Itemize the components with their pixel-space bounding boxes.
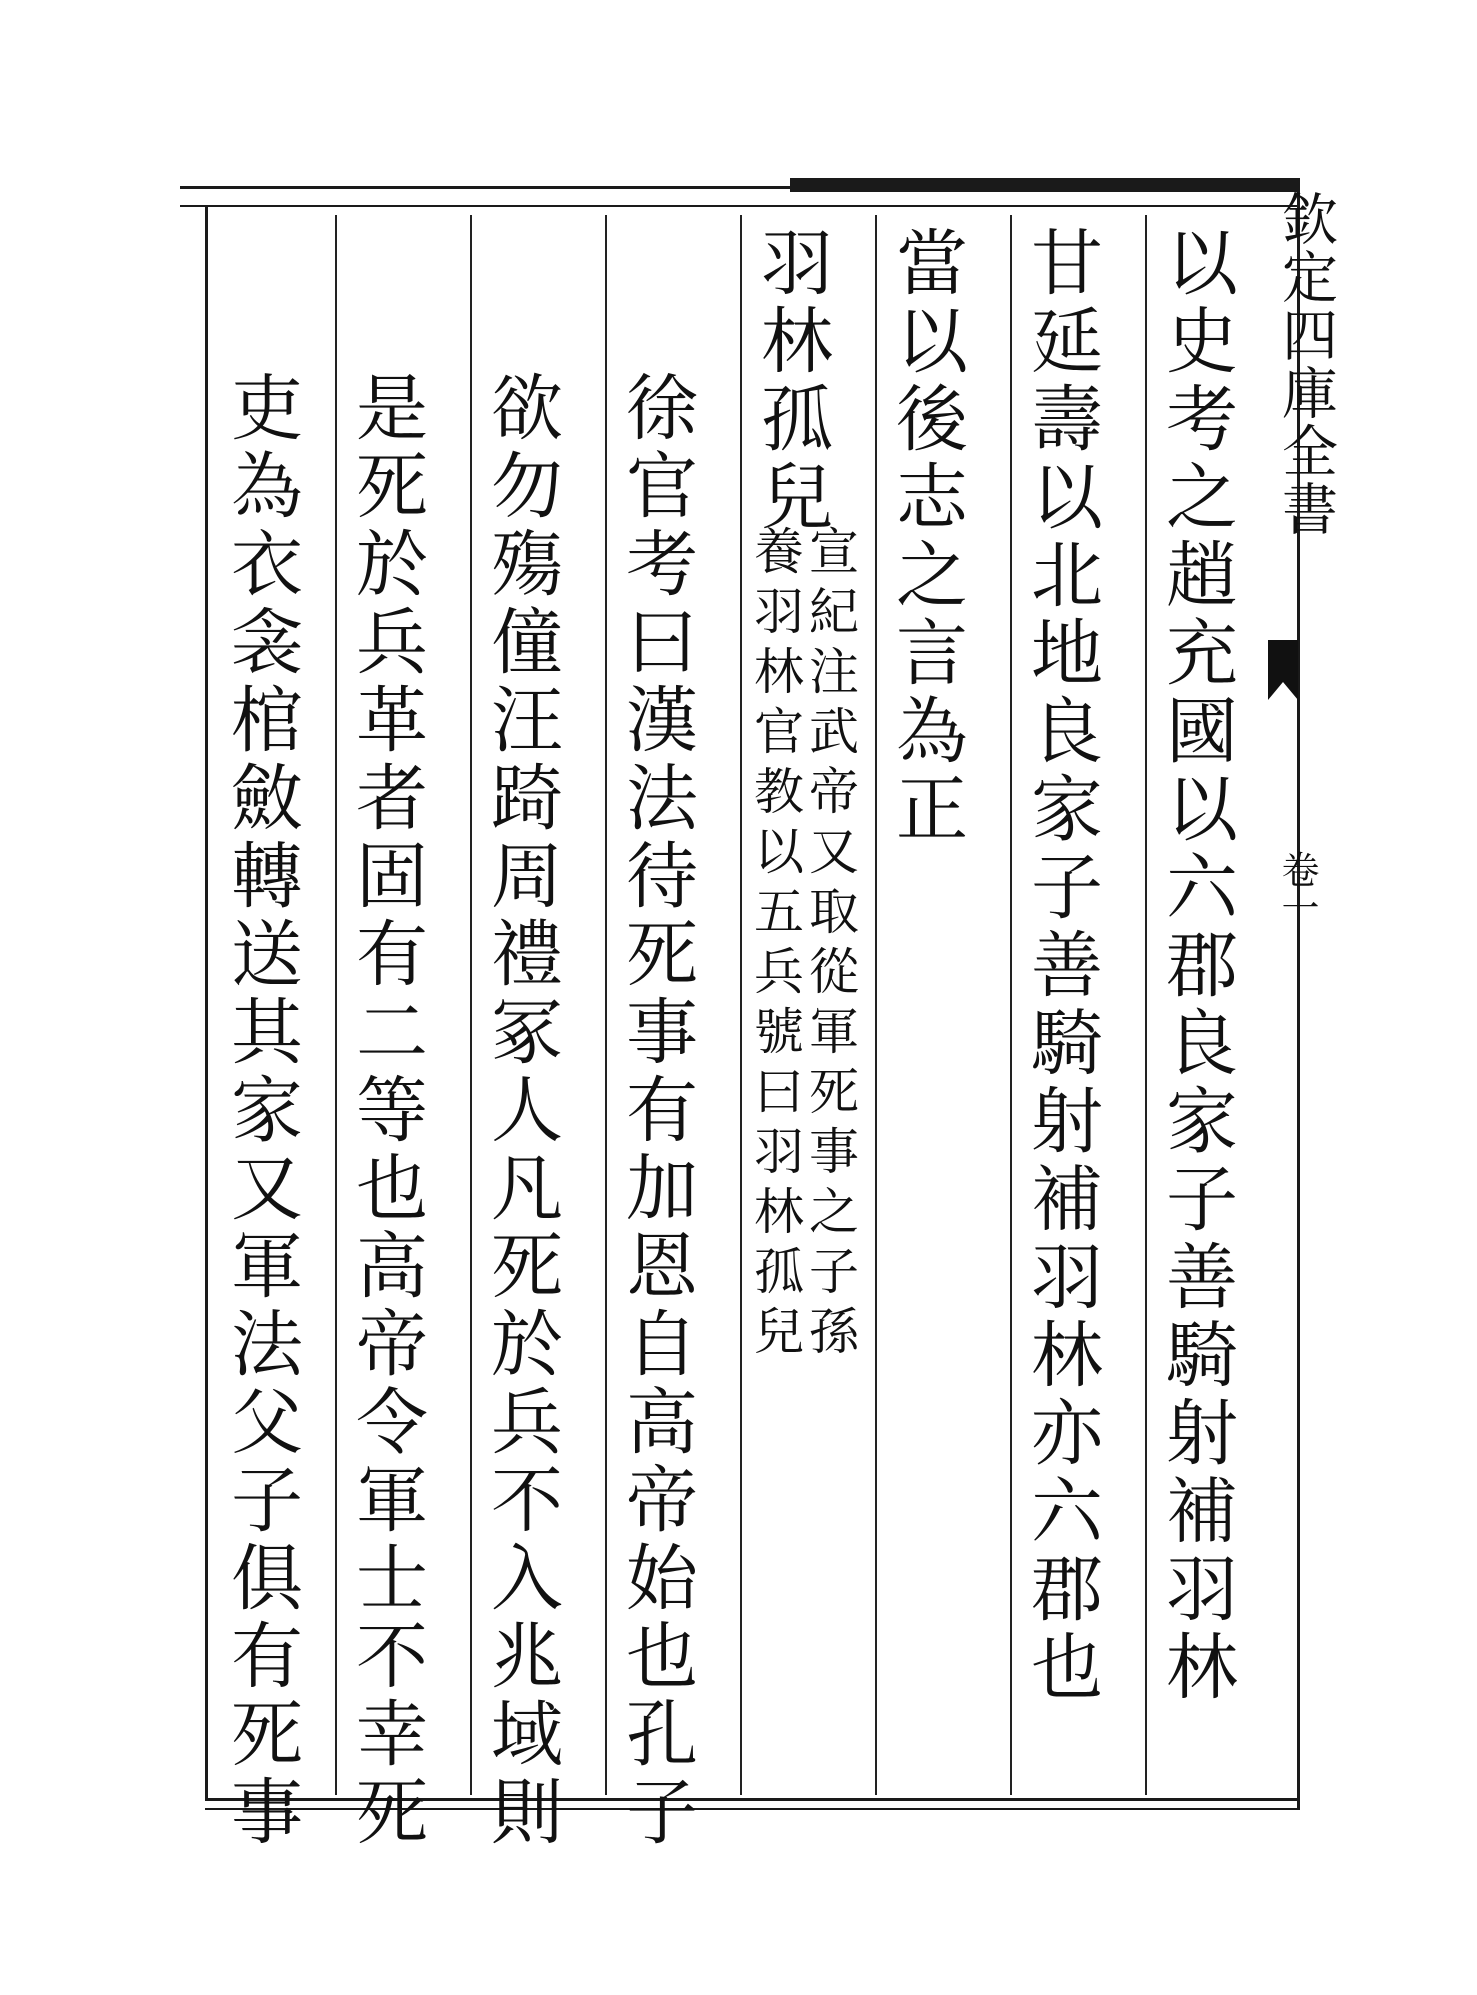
text-column-2: 甘延壽以北地良家子善騎射補羽林亦六郡也 (1019, 225, 1103, 1707)
column-divider (875, 215, 877, 1795)
annotation-column-right: 宣紀注武帝又取從軍死事之子孫 (801, 525, 859, 1365)
text-column-1: 以史考之趙充國以六郡良家子善騎射補羽林 (1154, 225, 1238, 1707)
fish-tail-mark (1268, 640, 1298, 700)
column-divider (740, 215, 742, 1795)
annotation-column-left: 養羽林官教以五兵號曰羽林孤兒 (746, 525, 804, 1365)
text-column-9: 吏為衣衾棺斂轉送其家又軍法父子俱有死事 (219, 370, 303, 1852)
margin-book-title: 欽定四庫全書 (1273, 190, 1338, 538)
column-divider (1145, 215, 1147, 1795)
text-column-7: 欲勿殤僮汪踦周禮冢人凡死於兵不入兆域則 (479, 370, 563, 1852)
column-divider (470, 215, 472, 1795)
text-column-6: 徐官考曰漢法待死事有加恩自高帝始也孔子 (614, 370, 698, 1852)
frame-top-thick-rule (790, 178, 1300, 192)
frame-top-rule (180, 186, 1300, 189)
text-column-8: 是死於兵革者固有二等也高帝令軍士不幸死 (344, 370, 428, 1852)
column-divider (335, 215, 337, 1795)
column-divider (605, 215, 607, 1795)
margin-volume-label: 卷一 (1275, 850, 1319, 926)
frame-left-rule (205, 205, 208, 1800)
text-column-4-heading: 羽林孤兒 (749, 225, 833, 537)
text-column-3: 當以後志之言為正 (884, 225, 968, 849)
column-divider (1010, 215, 1012, 1795)
frame-top-inner-rule (180, 205, 1300, 207)
